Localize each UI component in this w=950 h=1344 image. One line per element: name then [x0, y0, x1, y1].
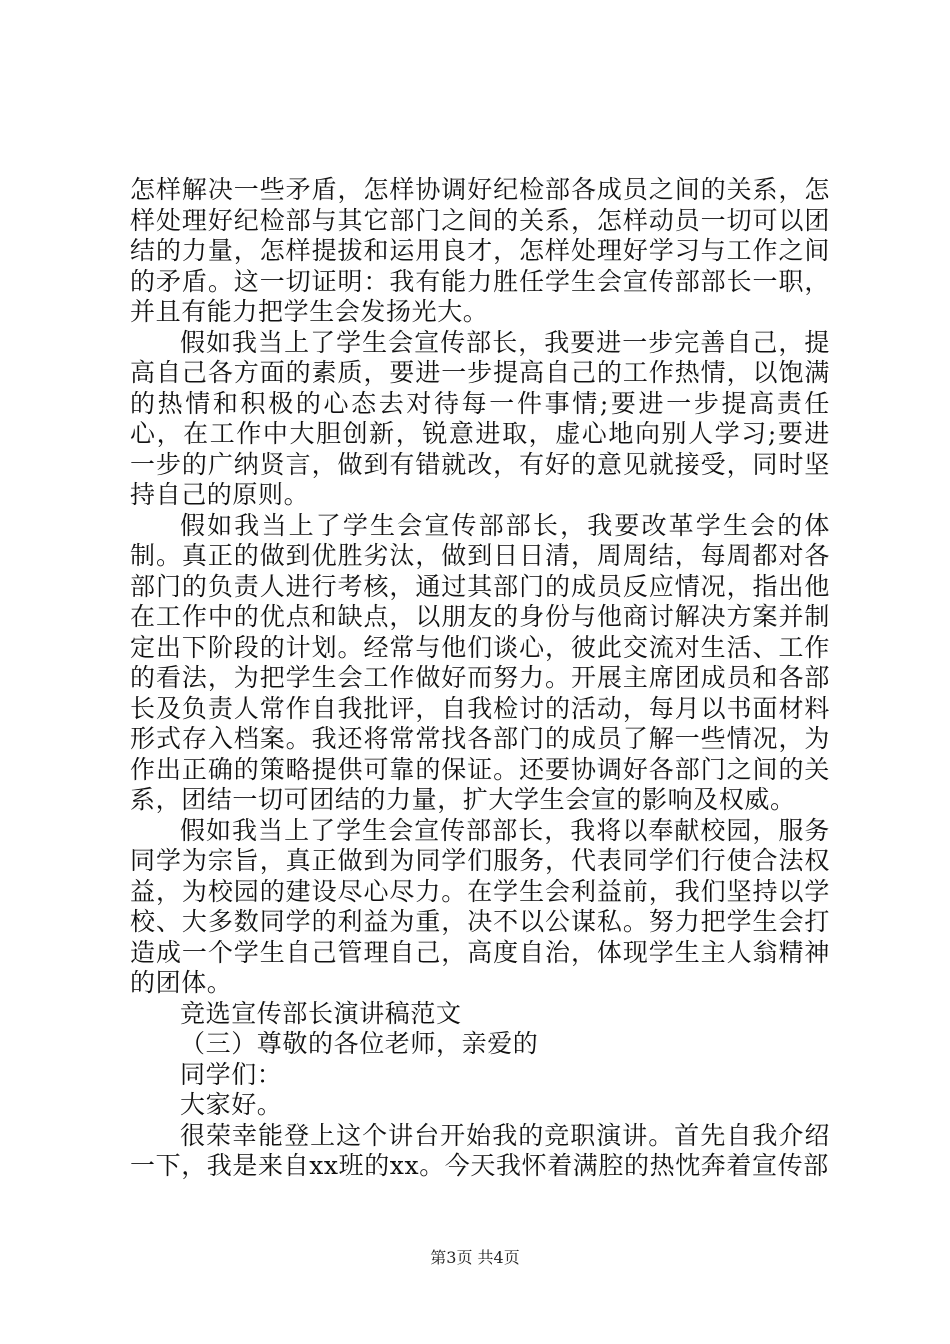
section-heading: 竞选宣传部长演讲稿范文 [180, 998, 462, 1028]
paragraph-1: 怎样解决一些矛盾，怎样协调好纪检部各成员之间的关系，怎样处理好纪检部与其它部门之间的关系，怎样动员一切可以团结的力量，怎样提拔和运用良才，怎样处理好学习与工作之间的矛盾。这一切证明：我有能力胜任学生会宣传部部长一职，并且有能力把学生会发扬光大。 [130, 175, 830, 326]
page-footer: 第3页 共4页 [430, 1248, 520, 1267]
paragraph-3: 假如我当上了学生会宣传部部长，我要改革学生会的体制。真正的做到优胜劣汰，做到日日清，周周结，每周都对各部门的负责人进行考核，通过其部门的成员反应情况，指出他在工作中的优点和缺点，以朋友的身份与他商讨解决方案并制定出下阶段的计划。经常与他们谈心，彼此交流对生活、工作的看法，为把学生会工作做好而努力。开展主席团成员和各部长及负责人常作自我批评，自我检讨的活动，每月以书面材料形式存入档案。我还将常常找各部门的成员了解一些情况，为作出正确的策略提供可靠的保证。还要协调好各部门之间的关系，团结一切可团结的力量，扩大学生会宣的影响及权威。 [130, 510, 830, 814]
salutation-line-1: （三）尊敬的各位老师，亲爱的 [180, 1029, 539, 1058]
paragraph-2: 假如我当上了学生会宣传部长，我要进一步完善自己，提高自己各方面的素质，要进一步提高自己的工作热情，以饱满的热情和积极的心态去对待每一件事情;要进一步提高责任心，在工作中大胆创新，锐意进取，虚心地向别人学习;要进一步的广纳贤言，做到有错就改，有好的意见就接受，同时坚持自己的原则。 [130, 327, 830, 509]
greeting: 大家好。 [180, 1090, 283, 1119]
paragraph-4: 假如我当上了学生会宣传部部长，我将以奉献校园，服务同学为宗旨，真正做到为同学们服务，代表同学们行使合法权益，为校园的建设尽心尽力。在学生会利益前，我们坚持以学校、大多数同学的利益为重，决不以公谋私。努力把学生会打造成一个学生自己管理自己，高度自治，体现学生主人翁精神的团体。 [130, 815, 830, 997]
document-body [130, 175, 830, 1182]
salutation-line-2: 同学们： [180, 1059, 283, 1089]
paragraph-intro: 很荣幸能登上这个讲台开始我的竞职演讲。首先自我介绍一下，我是来自xx班的xx。今天我怀着满腔的热忱奔着宣传部 [130, 1120, 830, 1180]
